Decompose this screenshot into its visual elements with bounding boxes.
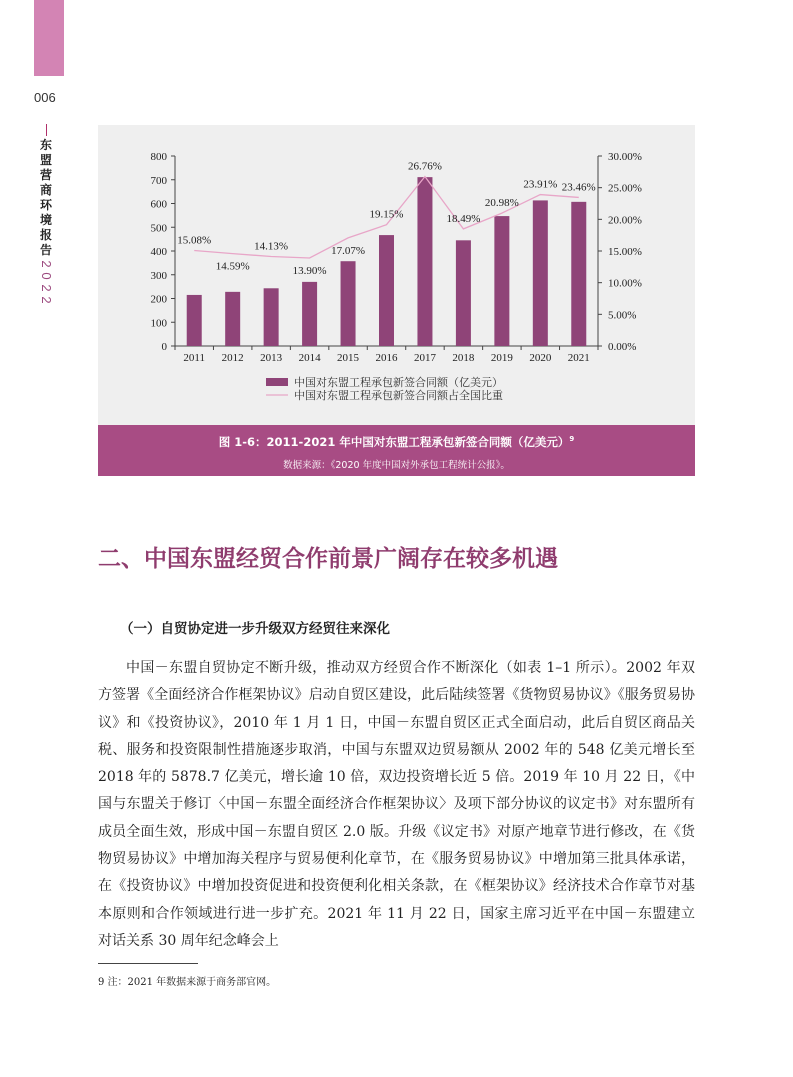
right-tick-label: 20.00%: [608, 214, 642, 227]
bar: [341, 261, 356, 346]
line-data-label: 14.59%: [215, 260, 250, 273]
x-tick-label: 2017: [413, 352, 436, 364]
running-title-char: 报: [39, 228, 52, 242]
right-tick-label: 10.00%: [608, 277, 642, 290]
left-tick-label: 500: [150, 222, 167, 235]
bar: [571, 202, 586, 346]
bar: [379, 235, 394, 346]
running-year: [38, 258, 54, 306]
line-data-label: 23.91%: [523, 178, 558, 191]
chart-svg: [98, 125, 695, 425]
left-tick-label: 600: [150, 198, 167, 211]
figure-caption: [98, 425, 695, 476]
line-data-label: 26.76%: [407, 160, 442, 173]
x-tick-label: 2018: [452, 352, 475, 364]
running-title-char: 营: [39, 168, 52, 182]
line-data-label: 15.08%: [177, 234, 212, 247]
right-tick-label: 5.00%: [608, 309, 637, 322]
subsection-heading: （一）自贸协定进一步升级双方经贸往来深化: [120, 621, 390, 637]
x-tick-label: 2015: [337, 352, 360, 364]
bar: [264, 288, 279, 346]
running-year-char: 2: [39, 296, 54, 304]
left-tick-label: 700: [150, 174, 167, 187]
right-tick-label: 0.00%: [608, 341, 637, 353]
right-tick-label: 15.00%: [608, 246, 642, 258]
left-tick-label: 800: [150, 151, 167, 163]
legend-line-label: 中国对东盟工程承包新签合同额占全国比重: [294, 389, 503, 402]
page-number: 006: [34, 90, 56, 105]
x-tick-label: 2013: [260, 352, 283, 364]
line-data-label: 18.49%: [446, 212, 481, 225]
running-title-char: 境: [39, 213, 52, 227]
running-year-char: 0: [39, 272, 54, 280]
caption-source: 数据来源：《2020 年度中国对外承包工程统计公报》。: [283, 460, 510, 471]
paragraph: 中国－东盟自贸协定不断升级，推动双方经贸合作不断深化（如表 1–1 所示）。2002 年双方签署《全面经济合作框架协议》启动自贸区建设，此后陆续签署《货物贸易协议》《服务贸易协议》和《投资协议》，2010 年 1 月 1 日，中国－东盟自贸区正式全面启动，此后自贸区商品关税、服务和投资限制性措施逐步取消，中国与东盟双边贸易额从 2002 年的 548 亿美元增长至 2018 年的 5878.7 亿美元，增长逾 10 倍，双边投资增长近 5 倍。2019 年 10 月 22 日，《中国与东盟关于修订〈中国－东盟全面经济合作框架协议〉及项下部分协议的议定书》对东盟所有成员全面生效，形成中国－东盟自贸区 2.0 版。升级《议定书》对原产地章节进行修改，在《货物贸易协议》中增加海关程序与贸易便利化章节，在《服务贸易协议》中增加第三批具体承诺，在《投资协议》中增加投资促进和投资便利化相关条款，在《框架协议》经济技术合作章节对基本原则和合作领域进行进一步扩充。2021 年 11 月 22 日，国家主席习近平在中国－东盟建立对话关系 30 周年纪念峰会上: [98, 660, 695, 949]
x-tick-label: 2021: [567, 352, 590, 364]
section-heading: 二、中国东盟经贸合作前景广阔存在较多机遇: [98, 546, 558, 572]
running-title-char: 东: [39, 138, 52, 152]
running-year-char: 2: [39, 284, 54, 292]
side-tab-marker: [34, 0, 64, 76]
caption-footnote-ref: 9: [569, 435, 575, 444]
legend-bar-swatch: [266, 378, 288, 386]
running-title-char: 环: [39, 198, 52, 212]
line-data-label: 19.15%: [369, 208, 404, 221]
bar: [417, 177, 432, 346]
bar: [533, 200, 548, 346]
running-year-char: 2: [39, 260, 54, 268]
bar: [494, 216, 509, 346]
body-text: [98, 655, 695, 955]
x-tick-label: 2012: [221, 352, 244, 364]
line-data-label: 17.07%: [331, 244, 366, 257]
left-tick-label: 100: [150, 317, 167, 330]
bar: [456, 240, 471, 346]
running-title-char: 盟: [39, 153, 52, 167]
footnote-rule: [98, 963, 198, 964]
left-tick-label: 200: [150, 293, 167, 306]
running-title: [38, 138, 54, 258]
line-data-label: 20.98%: [484, 197, 519, 210]
x-tick-label: 2011: [183, 352, 206, 364]
bar: [302, 282, 317, 346]
line-data-label: 23.46%: [561, 181, 596, 194]
left-tick-label: 400: [150, 246, 167, 258]
left-tick-label: 0: [161, 341, 167, 353]
x-tick-label: 2016: [375, 352, 398, 364]
caption-title: 图 1-6：2011-2021 年中国对东盟工程承包新签合同额（亿美元）$^9$: [218, 435, 575, 449]
legend-bar-label: 中国对东盟工程承包新签合同额（亿美元）: [294, 376, 503, 389]
bar: [187, 295, 202, 346]
line-data-label: 13.90%: [292, 264, 327, 277]
x-tick-label: 2014: [298, 352, 321, 364]
right-tick-label: 30.00%: [608, 151, 642, 163]
side-rule: [46, 124, 47, 136]
left-tick-label: 300: [150, 269, 167, 282]
footnote: 9 注：2021 年数据来源于商务部官网。: [98, 977, 277, 988]
x-tick-label: 2020: [529, 352, 552, 364]
running-title-char: 告: [39, 243, 52, 257]
x-tick-label: 2019: [490, 352, 513, 364]
running-title-char: 商: [39, 183, 52, 197]
right-tick-label: 25.00%: [608, 182, 642, 195]
line-data-label: 14.13%: [254, 240, 289, 253]
figure-chart: [98, 125, 695, 425]
bar: [225, 292, 240, 346]
